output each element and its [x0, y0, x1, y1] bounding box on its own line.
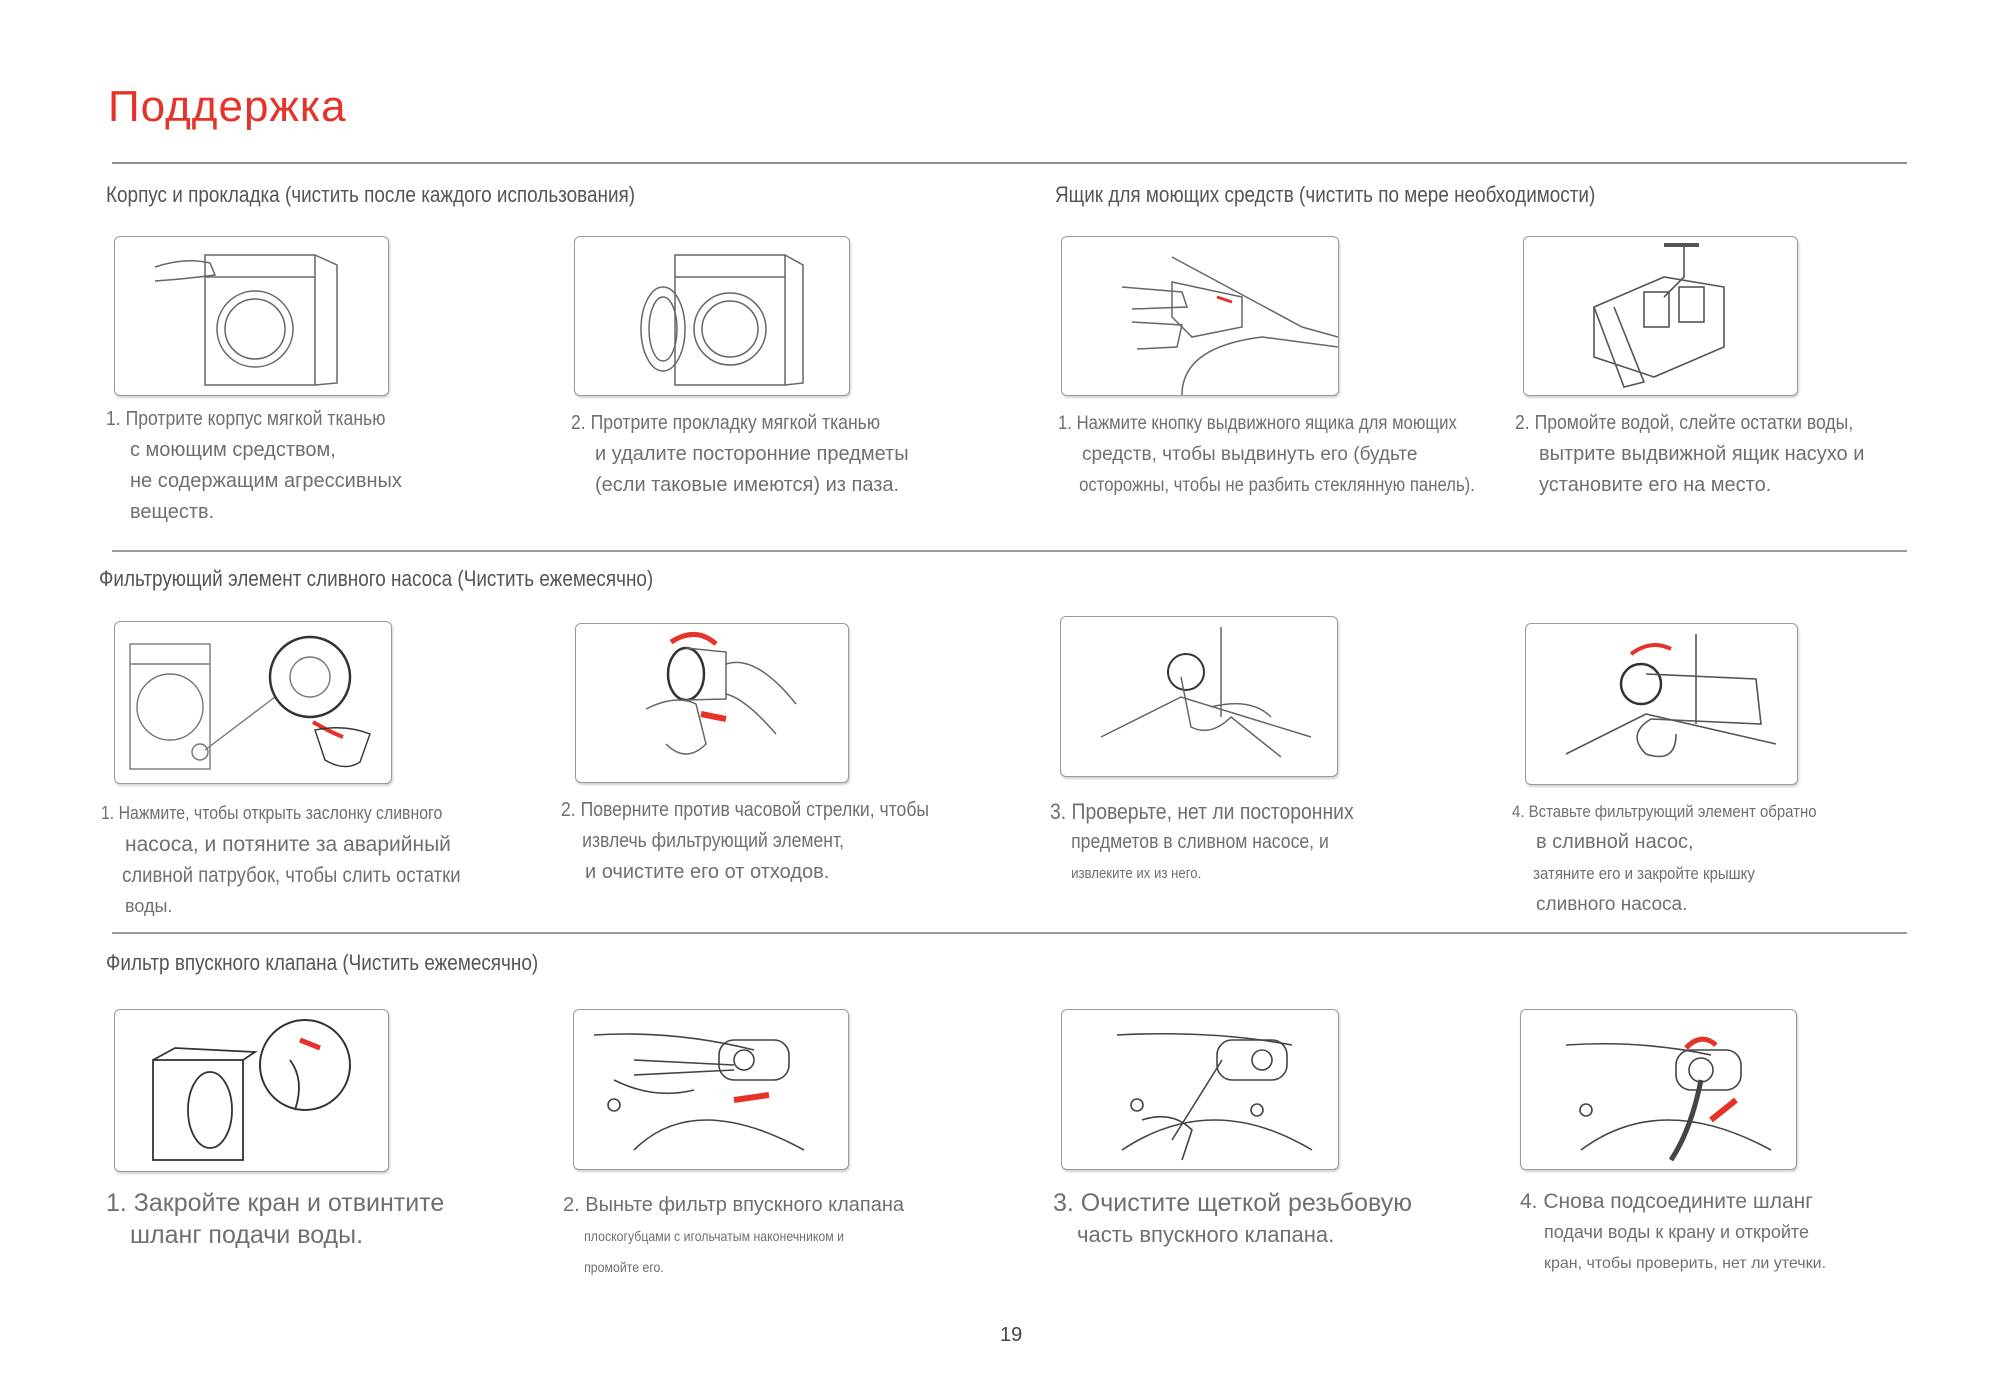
step-caption: 1. Протрите корпус мягкой тканью с моющим средством, не содержащим агрессивных веществ. [106, 408, 402, 523]
washer-wipe-illustration [114, 236, 389, 396]
step-caption: 1. Закройте кран и отвинтите шланг подачи воды. [106, 1189, 445, 1249]
section-heading-drain-pump-filter: Фильтрующий элемент сливного насоса (Чистить ежемесячно) [99, 566, 654, 591]
filter-insert-illustration [1525, 623, 1798, 785]
drawer-press-illustration [1061, 236, 1339, 396]
step-caption: 4. Снова подсоедините шланг подачи воды к крану и откройте кран, чтобы проверить, нет ли утечки. [1520, 1190, 1827, 1272]
step-caption: 2. Поверните против часовой стрелки, чтобы извлечь фильтрующий элемент, и очистите его от отходов. [561, 799, 930, 883]
step-caption: 3. Проверьте, нет ли посторонних предметов в сливном насосе, и извлеките их из него. [1050, 799, 1354, 882]
step-caption: 3. Очистите щеткой резьбовую часть впускного клапана. [1053, 1189, 1412, 1247]
divider [112, 932, 1907, 934]
step-caption: 1. Нажмите кнопку выдвижного ящика для моющих средств, чтобы выдвинуть его (будьте осторожны, чтобы не разбить стеклянную панель). [1058, 413, 1475, 496]
drawer-rinse-illustration [1523, 236, 1798, 396]
page-title: Поддержка [108, 82, 347, 131]
divider [112, 162, 1907, 164]
washer-door-open-illustration [574, 236, 850, 396]
valve-brush-illustration [1061, 1009, 1339, 1170]
page-number: 19 [1000, 1324, 1023, 1346]
pump-cover-drain-illustration [114, 621, 392, 784]
section-heading-body-gasket: Корпус и прокладка (чистить после каждого использования) [106, 182, 636, 207]
section-heading-detergent-drawer: Ящик для моющих средств (чистить по мере необходимости) [1055, 182, 1596, 207]
step-caption: 2. Промойте водой, слейте остатки воды, вытрите выдвижной ящик насухо и установите его на место. [1515, 412, 1865, 496]
section-heading-inlet-valve-filter: Фильтр впускного клапана (Чистить ежемесячно) [106, 950, 539, 975]
hose-reconnect-illustration [1520, 1009, 1797, 1170]
hose-unscrew-illustration [114, 1009, 389, 1172]
valve-filter-pliers-illustration [573, 1009, 849, 1170]
step-caption: 4. Вставьте фильтрующий элемент обратно в сливной насос, затяните его и закройте крышку сливного насоса. [1512, 802, 1817, 915]
divider [112, 550, 1907, 552]
pump-inspect-illustration [1060, 616, 1338, 777]
step-caption: 2. Выньте фильтр впускного клапана плоскогубцами с игольчатым наконечником и промойте его. [563, 1194, 905, 1275]
step-caption: 1. Нажмите, чтобы открыть заслонку сливного насоса, и потяните за аварийный сливной патрубок, чтобы слить остатки воды. [101, 803, 461, 916]
filter-unscrew-illustration [575, 623, 849, 783]
step-caption: 2. Протрите прокладку мягкой тканью и удалите посторонние предметы (если таковые имеются) из паза. [571, 412, 909, 496]
